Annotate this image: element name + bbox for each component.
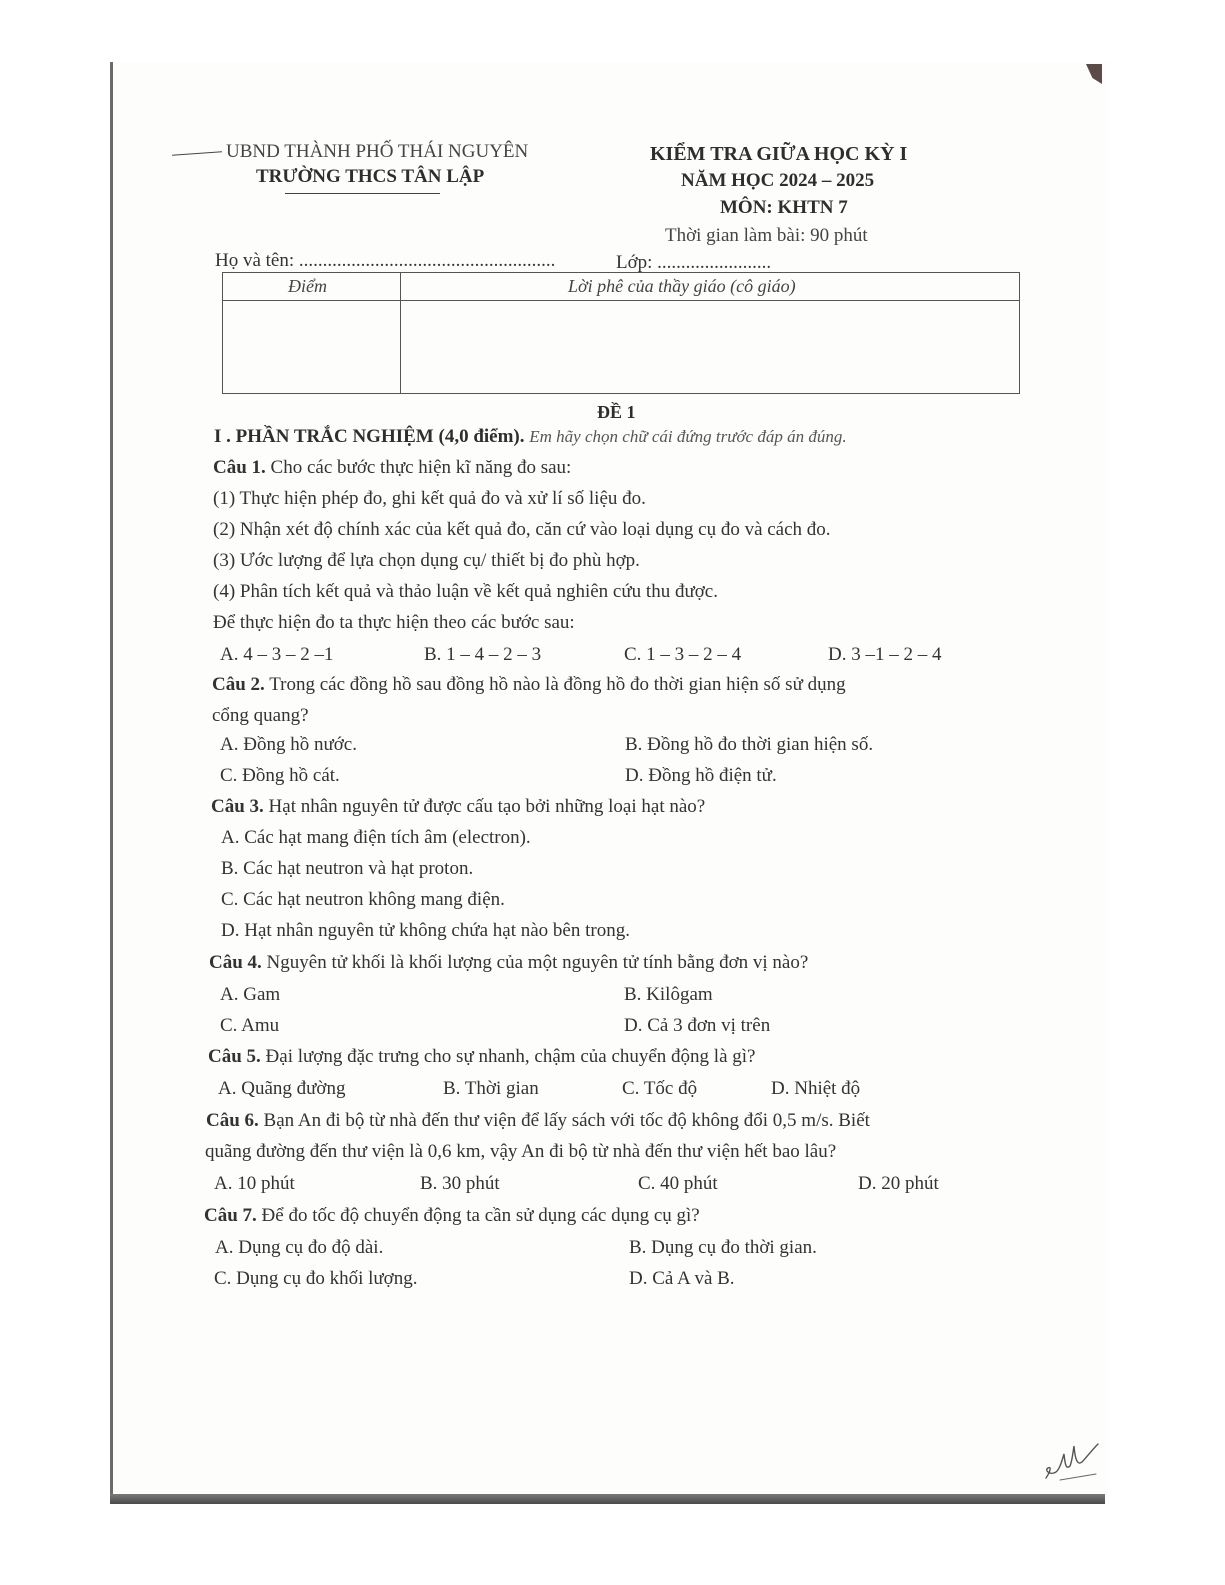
question-text: Nguyên tử khối là khối lượng của một nguyên tử tính bằng đơn vị nào? [266,952,809,973]
question-number: Câu 6. [206,1110,259,1131]
question-1-step: (3) Ước lượng để lựa chọn dụng cụ/ thiết bị đo phù hợp. [213,550,640,571]
exam-title: KIỂM TRA GIỮA HỌC KỲ I [650,143,908,165]
option-a: A. 4 – 3 – 2 –1 [220,644,334,665]
option-b: B. Đồng hồ đo thời gian hiện số. [625,734,874,755]
question-number: Câu 5. [208,1046,261,1067]
question-number: Câu 1. [213,457,266,478]
school-year: NĂM HỌC 2024 – 2025 [681,170,875,191]
section-title [214,426,847,448]
option-a: A. Dụng cụ đo độ dài. [215,1237,384,1258]
option-b: B. Kilôgam [624,984,713,1005]
question-text-continued: cổng quang? [212,705,309,726]
question-text: Bạn An đi bộ từ nhà đến thư viện để lấy sách với tốc độ không đổi 0,5 m/s. Biết [263,1110,870,1131]
option-a: A. Quãng đường [218,1078,346,1099]
option-a: A. 10 phút [214,1173,295,1194]
question-text: Cho các bước thực hiện kĩ năng đo sau: [270,457,572,478]
class-field: Lớp: ........................ [616,252,772,273]
question-number: Câu 4. [209,952,262,973]
question-1-step: (4) Phân tích kết quả và thảo luận về kết quả nghiên cứu thu được. [213,581,718,602]
option-d: D. Nhiệt độ [771,1078,861,1099]
authority-name: UBND THÀNH PHỐ THÁI NGUYÊN [226,141,529,162]
school-name: TRƯỜNG THCS TÂN LẬP [256,166,485,187]
question-number: Câu 7. [204,1205,257,1226]
option-d: D. Hạt nhân nguyên tử không chứa hạt nào bên trong. [221,920,630,941]
option-c: C. Đồng hồ cát. [220,765,340,786]
option-d: D. Đồng hồ điện tử. [625,765,777,786]
option-c: C. Amu [220,1015,280,1036]
option-b: B. 30 phút [420,1173,500,1194]
question-1-step: (2) Nhận xét độ chính xác của kết quả đo, căn cứ vào loại dụng cụ đo và cách đo. [213,519,831,540]
option-a: A. Gam [220,984,281,1005]
question-1 [213,457,571,479]
question-3 [211,796,705,818]
section-instruction: Em hãy chọn chữ cái đứng trước đáp án đúng. [529,427,847,446]
option-c: C. 40 phút [638,1173,718,1194]
question-number: Câu 3. [211,796,264,817]
question-text: Hạt nhân nguyên tử được cấu tạo bởi những loại hạt nào? [268,796,706,817]
question-text: Đại lượng đặc trưng cho sự nhanh, chậm của chuyển động là gì? [265,1046,756,1067]
question-7 [204,1205,700,1227]
option-a: A. Các hạt mang điện tích âm (electron). [221,827,531,848]
option-c: C. Tốc độ [622,1078,698,1099]
question-5 [208,1046,755,1068]
grade-table [222,272,1020,394]
subject: MÔN: KHTN 7 [720,197,848,218]
option-c: C. Dụng cụ đo khối lượng. [214,1268,418,1289]
question-text: Trong các đồng hồ sau đồng hồ nào là đồng hồ đo thời gian hiện số sử dụng [269,674,846,695]
question-6 [206,1110,870,1132]
signature-icon [1040,1436,1104,1486]
section-heading: I . PHẦN TRẮC NGHIỆM (4,0 điểm). [214,426,525,447]
student-name-field: Họ và tên: ...................................................... [215,250,556,271]
option-a: A. Đồng hồ nước. [220,734,357,755]
question-number: Câu 2. [212,674,265,695]
option-d: D. 3 –1 – 2 – 4 [828,644,942,665]
option-d: D. 20 phút [858,1173,939,1194]
scan-edge [110,1494,1105,1504]
question-text: Để đo tốc độ chuyển động ta cần sử dụng các dụng cụ gì? [261,1205,700,1226]
question-text-continued: quãng đường đến thư viện là 0,6 km, vậy An đi bộ từ nhà đến thư viện hết bao lâu? [205,1141,837,1162]
option-b: B. 1 – 4 – 2 – 3 [424,644,542,665]
option-b: B. Thời gian [443,1078,539,1099]
score-header: Điểm [288,276,327,296]
question-2 [212,674,846,696]
exam-code: ĐỀ 1 [597,402,636,422]
question-4 [209,952,808,974]
option-d: D. Cả A và B. [629,1268,735,1289]
question-1-step: (1) Thực hiện phép đo, ghi kết quả đo và xử lí số liệu đo. [213,488,646,509]
option-c: C. Các hạt neutron không mang điện. [221,889,505,910]
option-b: B. Các hạt neutron và hạt proton. [221,858,474,879]
option-c: C. 1 – 3 – 2 – 4 [624,644,742,665]
comment-header: Lời phê của thầy giáo (cô giáo) [568,276,796,296]
option-b: B. Dụng cụ đo thời gian. [629,1237,817,1258]
school-underline [285,193,440,194]
option-d: D. Cả 3 đơn vị trên [624,1015,771,1036]
question-1-prompt: Để thực hiện đo ta thực hiện theo các bước sau: [213,612,575,633]
duration: Thời gian làm bài: 90 phút [665,225,868,246]
